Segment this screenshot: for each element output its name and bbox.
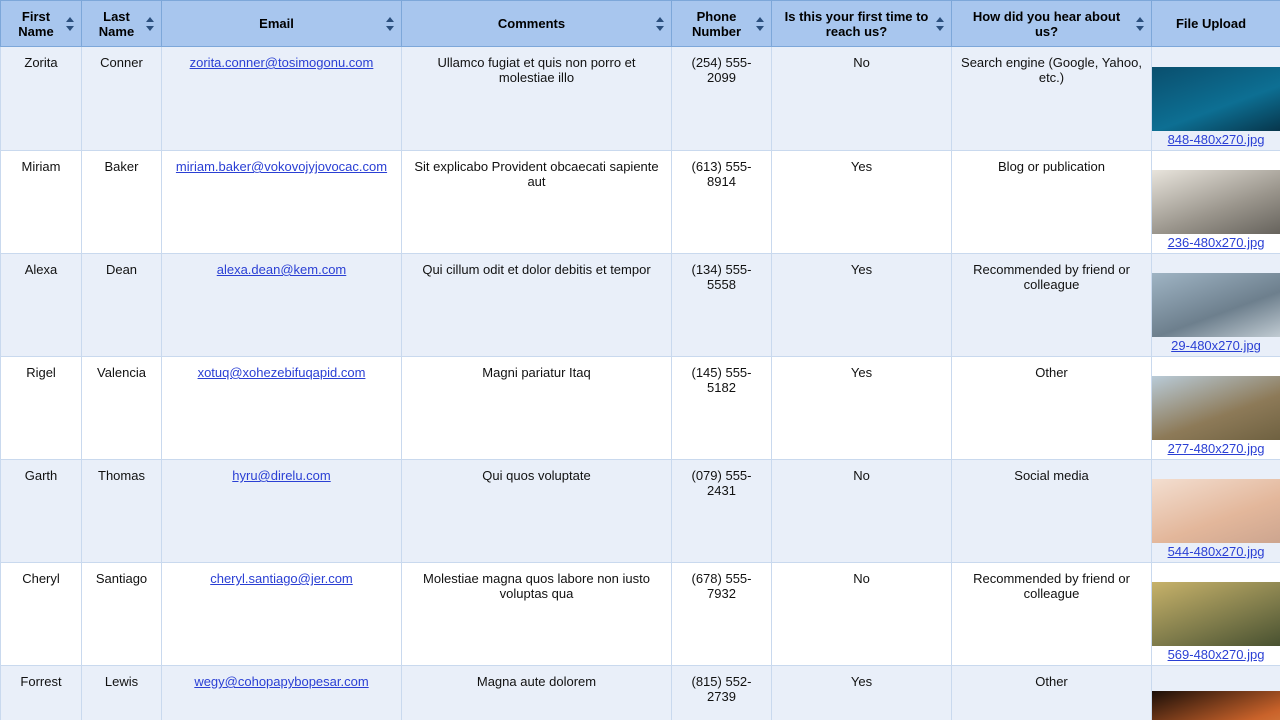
cell-comments: Molestiae magna quos labore non iusto voluptas qua	[402, 563, 672, 666]
column-header-label: Phone Number	[691, 8, 742, 39]
file-name-link[interactable]: 236-480x270.jpg	[1167, 235, 1265, 250]
cell-email	[162, 47, 402, 151]
cell-comments: Ullamco fugiat et quis non porro et molestiae illo	[402, 47, 672, 151]
cell-phone-number: (678) 555-7932	[672, 563, 772, 666]
cell-comments: Magna aute dolorem	[402, 666, 672, 720]
sort-toggle-icon[interactable]	[656, 16, 665, 32]
cell-last-name: Dean	[82, 254, 162, 357]
cell-first-name: Zorita	[1, 47, 82, 151]
cell-heard-about: Other	[952, 666, 1152, 720]
cell-email	[162, 666, 402, 720]
cell-last-name: Valencia	[82, 357, 162, 460]
table-row	[1, 151, 1280, 254]
file-name-link[interactable]: 569-480x270.jpg	[1167, 647, 1265, 662]
column-header-phone-number[interactable]	[672, 1, 772, 47]
column-header-email[interactable]	[162, 1, 402, 47]
cell-phone-number: (613) 555-8914	[672, 151, 772, 254]
cell-last-name: Santiago	[82, 563, 162, 666]
email-link[interactable]: cheryl.santiago@jer.com	[210, 571, 353, 586]
email-link[interactable]: wegy@cohopapybopesar.com	[194, 674, 369, 689]
cell-first-time: Yes	[772, 666, 952, 720]
cell-last-name: Lewis	[82, 666, 162, 720]
column-header-first-name[interactable]	[1, 1, 82, 47]
file-thumbnail-image[interactable]	[1152, 691, 1280, 720]
file-thumbnail-image[interactable]	[1152, 479, 1280, 543]
table-body	[1, 47, 1280, 720]
cell-phone-number: (815) 552-2739	[672, 666, 772, 720]
cell-first-time: Yes	[772, 357, 952, 460]
cell-file-upload	[1152, 460, 1280, 563]
cell-phone-number: (145) 555-5182	[672, 357, 772, 460]
file-name-link[interactable]: 544-480x270.jpg	[1167, 544, 1265, 559]
column-header-file-upload[interactable]	[1152, 1, 1280, 47]
cell-last-name: Thomas	[82, 460, 162, 563]
email-link[interactable]: hyru@direlu.com	[232, 468, 331, 483]
cell-first-time: Yes	[772, 254, 952, 357]
column-header-first-time[interactable]	[772, 1, 952, 47]
file-thumbnail-image[interactable]	[1152, 582, 1280, 646]
file-name-link[interactable]: 848-480x270.jpg	[1167, 132, 1265, 147]
table-row	[1, 357, 1280, 460]
sort-toggle-icon[interactable]	[936, 16, 945, 32]
cell-first-name: Cheryl	[1, 563, 82, 666]
cell-comments: Qui quos voluptate	[402, 460, 672, 563]
cell-heard-about: Recommended by friend or colleague	[952, 254, 1152, 357]
cell-heard-about: Social media	[952, 460, 1152, 563]
table-header	[1, 1, 1280, 47]
column-header-comments[interactable]	[402, 1, 672, 47]
cell-email	[162, 460, 402, 563]
cell-file-upload	[1152, 254, 1280, 357]
cell-first-time: No	[772, 460, 952, 563]
table-header-row	[1, 1, 1280, 47]
column-header-label: Email	[259, 16, 294, 31]
cell-email	[162, 254, 402, 357]
email-link[interactable]: miriam.baker@vokovojyjovocac.com	[175, 159, 388, 174]
cell-last-name: Baker	[82, 151, 162, 254]
email-link[interactable]: xotuq@xohezebifuqapid.com	[197, 365, 366, 380]
cell-first-time: Yes	[772, 151, 952, 254]
email-link[interactable]: alexa.dean@kem.com	[216, 262, 347, 277]
cell-heard-about: Other	[952, 357, 1152, 460]
cell-email	[162, 357, 402, 460]
cell-phone-number: (254) 555-2099	[672, 47, 772, 151]
cell-first-time: No	[772, 563, 952, 666]
cell-phone-number: (134) 555-5558	[672, 254, 772, 357]
table-row	[1, 47, 1280, 151]
cell-first-name: Garth	[1, 460, 82, 563]
cell-first-time: No	[772, 47, 952, 151]
column-header-label: Comments	[497, 16, 566, 31]
cell-comments: Qui cillum odit et dolor debitis et tempor	[402, 254, 672, 357]
cell-email	[162, 151, 402, 254]
sort-toggle-icon[interactable]	[1136, 16, 1145, 32]
cell-heard-about: Blog or publication	[952, 151, 1152, 254]
column-header-heard-about[interactable]	[952, 1, 1152, 47]
file-thumbnail-image[interactable]	[1152, 170, 1280, 234]
cell-first-name: Rigel	[1, 357, 82, 460]
table-row	[1, 460, 1280, 563]
cell-file-upload	[1152, 47, 1280, 151]
cell-phone-number: (079) 555-2431	[672, 460, 772, 563]
sort-toggle-icon[interactable]	[146, 16, 155, 32]
column-header-label: File Upload	[1175, 16, 1247, 31]
sort-toggle-icon[interactable]	[756, 16, 765, 32]
cell-file-upload	[1152, 563, 1280, 666]
column-header-last-name[interactable]	[82, 1, 162, 47]
cell-first-name: Forrest	[1, 666, 82, 720]
table-row	[1, 254, 1280, 357]
table-row	[1, 666, 1280, 720]
cell-file-upload	[1152, 357, 1280, 460]
cell-heard-about: Search engine (Google, Yahoo, etc.)	[952, 47, 1152, 151]
file-thumbnail-image[interactable]	[1152, 273, 1280, 337]
table-row	[1, 563, 1280, 666]
email-link[interactable]: zorita.conner@tosimogonu.com	[189, 55, 374, 70]
cell-last-name: Conner	[82, 47, 162, 151]
sort-toggle-icon[interactable]	[66, 16, 75, 32]
cell-heard-about: Recommended by friend or colleague	[952, 563, 1152, 666]
column-header-label: How did you hear about us?	[972, 8, 1121, 39]
file-name-link[interactable]: 29-480x270.jpg	[1171, 338, 1261, 353]
cell-first-name: Alexa	[1, 254, 82, 357]
file-thumbnail-image[interactable]	[1152, 376, 1280, 440]
column-header-label: Last Name	[98, 8, 135, 39]
column-header-label: Is this your first time to reach us?	[784, 8, 929, 39]
cell-file-upload	[1152, 151, 1280, 254]
cell-file-upload	[1152, 666, 1280, 720]
column-header-label: First Name	[18, 8, 54, 39]
sort-toggle-icon[interactable]	[386, 16, 395, 32]
cell-email	[162, 563, 402, 666]
cell-first-name: Miriam	[1, 151, 82, 254]
file-thumbnail-image[interactable]	[1152, 67, 1280, 131]
cell-comments: Magni pariatur Itaq	[402, 357, 672, 460]
file-name-link[interactable]: 277-480x270.jpg	[1167, 441, 1265, 456]
cell-comments: Sit explicabo Provident obcaecati sapiente aut	[402, 151, 672, 254]
